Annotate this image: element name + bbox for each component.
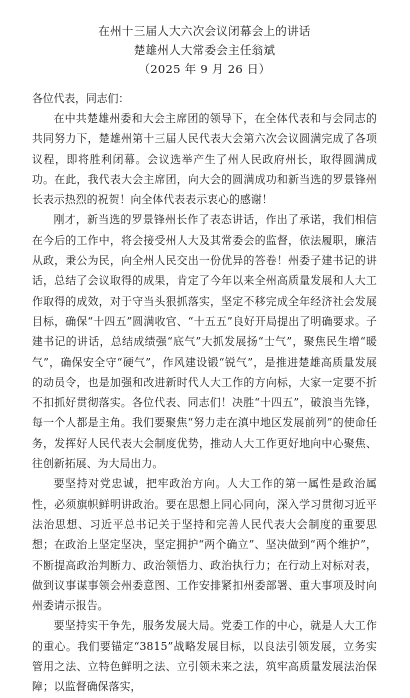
- paragraph-3: 要坚持对党忠诚，把牢政治方向。人大工作的第一属性是政治属性，必须旗帜鲜明讲政治。要在思想上同心同向，深入学习贯彻习近平法治思想、习近平总书记关于坚持和完善人民代表大会制度的重要思想；在政治上坚定坚决，坚定拥护“两个确立”、坚决做到“两个维护”，不断提高政治判断力、政治领悟力、政治执行力；在行动上对标对表，做到议事谋事领会州委意图、工作安排紧扣州委部署、重大事项及时向州委请示报告。: [32, 477, 377, 613]
- salutation: 各位代表，同志们：: [32, 92, 130, 105]
- paragraph-1: 在中共楚雄州委和大会主席团的领导下，在全体代表和与会同志的共同努力下，楚雄州第十三届人民代表大会第六次会议圆满完成了各项议程，即将胜利闭幕。会议选举产生了州人民政府州长，取得圆满成功。在此，我代表大会主席团，向大会的圆满成功和新当选的罗景锋州长表示热烈的祝贺！向全体代表表示衷心的感谢！: [32, 112, 377, 207]
- speaker-line: 楚雄州人大常委会主任翁斌: [133, 43, 276, 57]
- document-title-block: [32, 22, 377, 79]
- paragraph-4: 要坚持实干争先，服务发展大局。党委工作的中心，就是人大工作的重心。我们要锚定“3815”战略发展目标，以良法引领发展，立务实管用之法、立特色鲜明之法、立引领未来之法，筑牢高质量发展法治保障；以监督确保落实，: [32, 619, 377, 694]
- speech-title: 在州十三届人大六次会议闭幕会上的讲话: [98, 24, 311, 38]
- speech-date: （2025 年 9 月 26 日）: [138, 62, 271, 76]
- paragraph-2: 刚才，新当选的罗景锋州长作了表态讲话，作出了承诺，我们相信在今后的工作中，将会接受州人大及其常委会的监督，依法履职，廉洁从政，秉公为民，向全州人民交出一份优异的答卷！州委子建书记的讲话，总结了会议取得的成果，肯定了今年以来全州高质量发展和人大工作取得的成效，对于守当头狠抓落实，坚定不移完成全年经济社会发展目标，确保“十四五”圆满收官、“十五五”良好开局提出了明确要求。子建书记的讲话，总结成绩强“底气”大抓发展扬“士气”，聚焦民生增“暖气”，确保安全守“硬气”，作风建设锻“锐气”，是推进楚雄高质量发展的动员令，也是加强和改进新时代人大工作的方向标，大家一定要不折不扣抓好贯彻落实。各位代表、同志们！决胜“十四五”，破浪当先锋，每一个人都是主角。我们要聚焦“努力走在滇中地区发展前列”的使命任务，发挥好人民代表大会制度优势，推动人大工作更好地向中心聚焦、往创新拓展、为大局出力。: [32, 213, 377, 471]
